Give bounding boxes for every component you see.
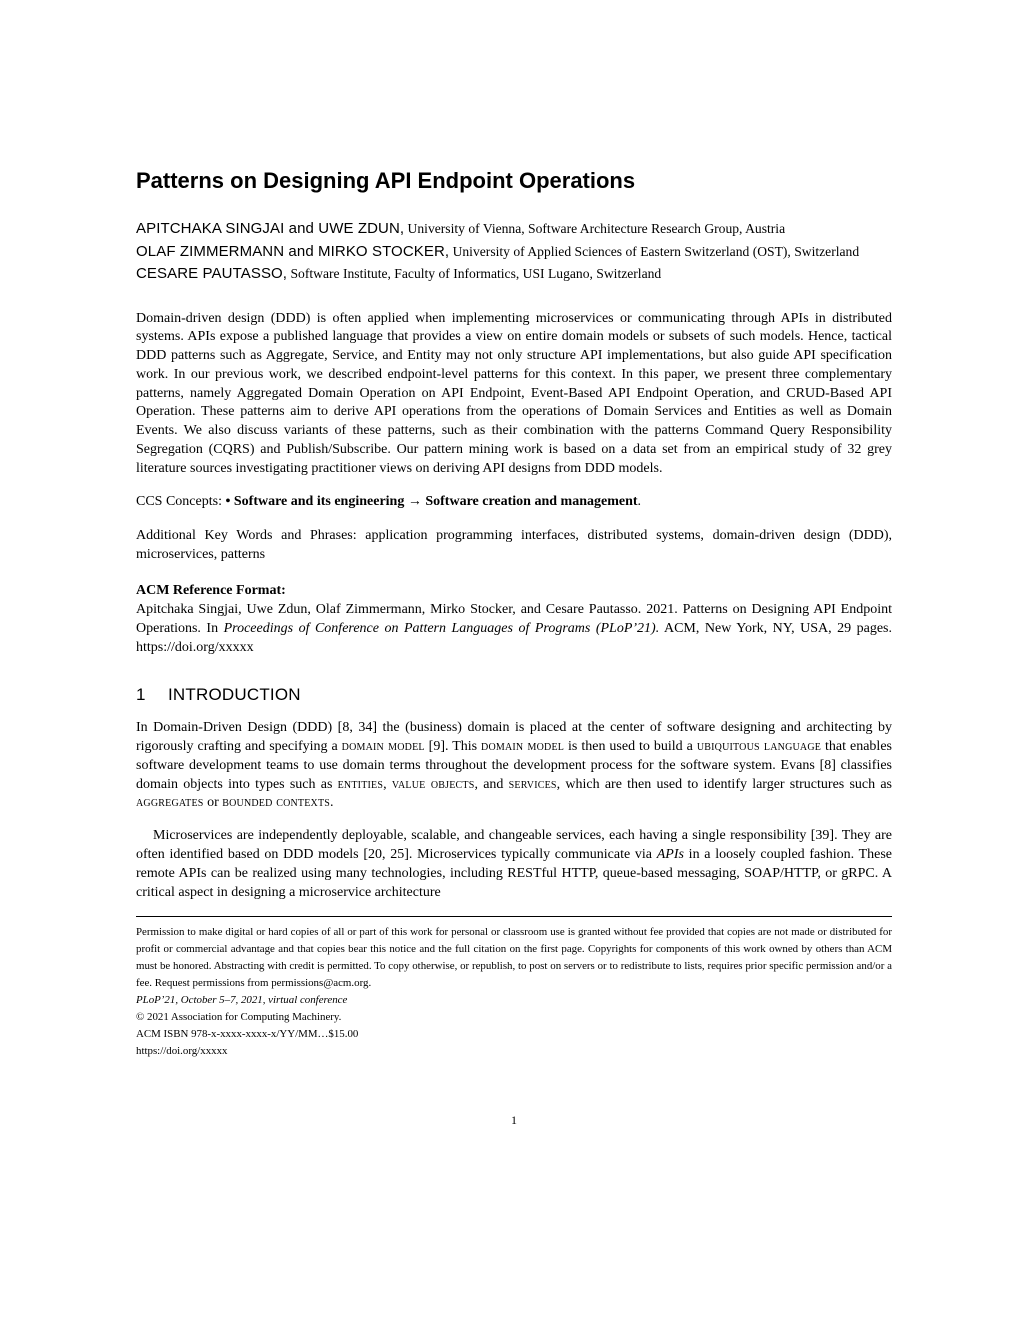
paper-title: Patterns on Designing API Endpoint Operations	[136, 168, 636, 193]
doi-line: https://doi.org/xxxxx	[136, 1044, 228, 1057]
author-names: OLAF ZIMMERMANN and MIRKO STOCKER,	[136, 242, 450, 260]
section-title: INTRODUCTION	[168, 685, 301, 705]
author-names: APITCHAKA SINGJAI and UWE ZDUN,	[136, 220, 405, 237]
section-number: 1	[136, 685, 146, 705]
copyright-line: © 2021 Association for Computing Machinery.	[136, 1010, 342, 1023]
permission-notice: Permission to make digital or hard copies of all or part of this work for personal or classroom use is granted without fee provided that copies are not made or distributed for profit or commercial advantage and that copies bear this notice and the full citation on the first page. Copyrights for components of this work owned by others than ACM must be honored. Abstracting with credit is permitted. To copy otherwise, or republish, to post on servers or to redistribute to lists, requires prior specific permission and/or a fee. Request permissions from permissions@acm.org.	[136, 926, 892, 990]
author-affiliation: University of Vienna, Software Architecture Research Group, Austria	[404, 221, 786, 236]
conference-line: PLoP’21, October 5–7, 2021, virtual conference	[136, 993, 348, 1006]
section-heading-introduction	[136, 685, 892, 705]
acm-reference	[136, 581, 892, 657]
ccs-concepts: CCS Concepts: • Software and its engineering → Software creation and management.	[136, 493, 642, 509]
acm-reference-heading: ACM Reference Format:	[136, 583, 286, 599]
footnote-block	[136, 916, 892, 1059]
keywords: Additional Key Words and Phrases: application programming interfaces, distributed systems, domain-driven design (DDD), microservices, patterns	[136, 528, 892, 563]
author-names: CESARE PAUTASSO,	[136, 265, 288, 282]
author-affiliation: Software Institute, Faculty of Informatics, USI Lugano, Switzerland	[287, 266, 662, 281]
intro-paragraph-1: In Domain-Driven Design (DDD) [8, 34] the (business) domain is placed at the center of software designing and architecting by rigorously crafting and specifying a domain model [9]. This domain model is then used to build a ubiquitous language that enables software development teams to use domain terms throughout the development process for the software system. Evans [8] classifies domain objects into types such as entities, value objects, and services, which are then used to identify larger structures such as aggregates or bounded contexts.	[136, 720, 892, 811]
text-column	[136, 0, 892, 1060]
isbn-line: ACM ISBN 978-x-xxxx-xxxx-x/YY/MM…$15.00	[136, 1027, 359, 1040]
author-affiliation: University of Applied Sciences of Eastern Switzerland (OST), Switzerland	[449, 243, 860, 259]
acm-reference-text: Apitchaka Singjai, Uwe Zdun, Olaf Zimmermann, Mirko Stocker, and Cesare Pautasso. 2021. Patterns on Designing API Endpoint Operations. In Proceedings of Conference on Pattern Languages of Programs (PLoP’21). ACM, New York, NY, USA, 29 pages. https://doi.org/xxxxx	[136, 602, 892, 656]
abstract: Domain-driven design (DDD) is often applied when implementing microservices or communicating through APIs in distributed systems. APIs expose a published language that provides a view on entire domain models or subsets of such models. Hence, tactical DDD patterns such as Aggregate, Service, and Entity may not only structure API implementations, but also guide API specification work. In our previous work, we described endpoint-level patterns for this context. In this paper, we present three complementary patterns, namely Aggregated Domain Operation on API Endpoint, Event-Based API Endpoint Operation, and CRUD-Based API Operation. These patterns aim to derive API operations from the operations of Domain Services and Entities as well as Domain Events. We also discuss variants of these patterns, such as their combination with the patterns Command Query Responsibility Segregation (CQRS) and Publish/Subscribe. Our pattern mining work is based on a data set from an empirical study of 32 grey literature sources investigating practitioner views on deriving API designs from DDD models.	[136, 310, 892, 476]
intro-paragraph-2: Microservices are independently deployable, scalable, and changeable services, each having a single responsibility [39]. They are often identified based on DDD models [20, 25]. Microservices typically communicate via APIs in a loosely coupled fashion. These remote APIs can be realized using many technologies, including RESTful HTTP, queue-based messaging, SOAP/HTTP, or gRPC. A critical aspect in designing a microservice architecture	[136, 828, 892, 900]
author-block	[136, 218, 892, 286]
page-number: 1	[511, 1113, 517, 1127]
